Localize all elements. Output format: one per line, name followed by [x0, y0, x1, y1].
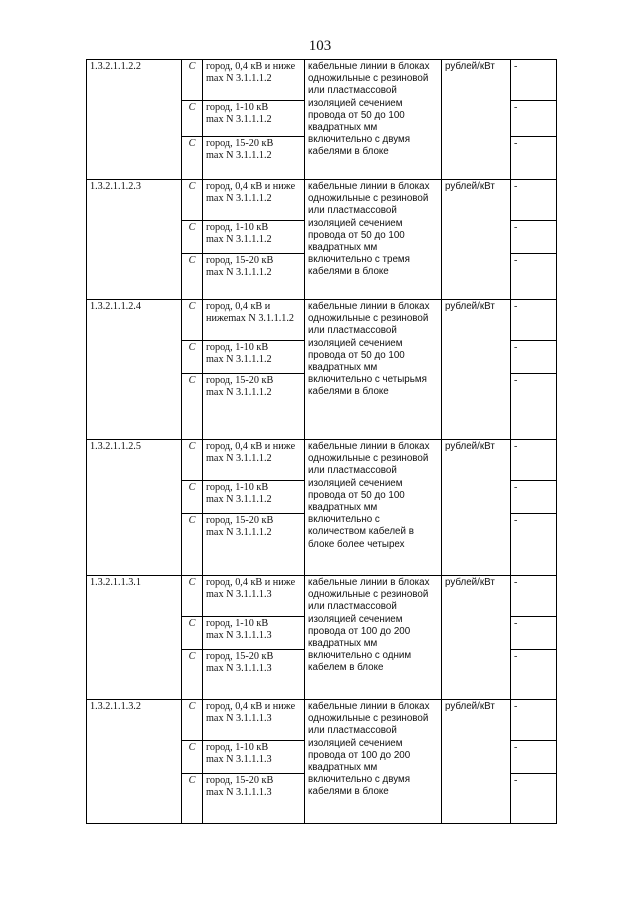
row-code: 1.3.2.1.1.2.2	[87, 60, 182, 180]
level-cell	[203, 221, 305, 254]
level-value: -	[511, 481, 557, 514]
level-letter: C	[182, 180, 203, 221]
level-cell	[203, 774, 305, 824]
row-description: кабельные линии в блоках одножильные с резиновой или пластмассовой изоляцией сечением провода от 100 до 200 квадратных мм включительно с двумя кабелями в блоке	[305, 700, 442, 824]
rates-table-body	[87, 60, 557, 824]
row-code: 1.3.2.1.1.3.2	[87, 700, 182, 824]
level-letter: C	[182, 254, 203, 300]
level-letter: C	[182, 700, 203, 741]
level-ref: max N 3.1.1.1.2	[206, 354, 272, 366]
level-ref: max N 3.1.1.1.3	[206, 589, 272, 601]
row-unit: рублей/кВт	[442, 60, 511, 180]
level-ref: max N 3.1.1.1.2	[206, 114, 272, 126]
level-title: город, 15-20 кВ	[206, 255, 274, 266]
level-value: -	[511, 774, 557, 824]
level-title: город, 15-20 кВ	[206, 651, 274, 662]
level-value: -	[511, 60, 557, 101]
level-letter: C	[182, 576, 203, 617]
level-ref: max N 3.1.1.1.3	[206, 663, 272, 675]
level-title: город, 0,4 кВ и ниже	[206, 61, 296, 72]
row-code: 1.3.2.1.1.3.1	[87, 576, 182, 700]
level-title: город, 0,4 кВ и ниже	[206, 181, 296, 192]
level-value: -	[511, 650, 557, 700]
level-cell	[203, 440, 305, 481]
row-code: 1.3.2.1.1.2.5	[87, 440, 182, 576]
page-number: 103	[308, 38, 332, 54]
level-ref: max N 3.1.1.1.2	[206, 193, 272, 205]
level-value: -	[511, 300, 557, 341]
table-row	[87, 180, 557, 221]
level-ref: max N 3.1.1.1.2	[206, 494, 272, 506]
level-title: город, 1-10 кВ	[206, 618, 269, 629]
level-cell	[203, 650, 305, 700]
row-description: кабельные линии в блоках одножильные с резиновой или пластмассовой изоляцией сечением провода от 50 до 100 квадратных мм включительно с тремя кабелями в блоке	[305, 180, 442, 300]
table-row	[87, 700, 557, 741]
level-letter: C	[182, 774, 203, 824]
level-title: город, 15-20 кВ	[206, 515, 274, 526]
level-letter: C	[182, 650, 203, 700]
level-letter: C	[182, 617, 203, 650]
level-cell	[203, 300, 305, 341]
level-title: город, 15-20 кВ	[206, 138, 274, 149]
level-letter: C	[182, 440, 203, 481]
rates-table	[86, 59, 557, 824]
row-unit: рублей/кВт	[442, 700, 511, 824]
level-ref: max N 3.1.1.1.2	[206, 73, 272, 85]
level-value: -	[511, 180, 557, 221]
level-value: -	[511, 576, 557, 617]
level-letter: C	[182, 60, 203, 101]
table-row	[87, 300, 557, 341]
row-unit: рублей/кВт	[442, 300, 511, 440]
level-title: город, 1-10 кВ	[206, 482, 269, 493]
level-ref: max N 3.1.1.1.2	[206, 150, 272, 162]
level-value: -	[511, 700, 557, 741]
level-value: -	[511, 221, 557, 254]
level-letter: C	[182, 221, 203, 254]
level-cell	[203, 341, 305, 374]
table-row	[87, 576, 557, 617]
level-title: город, 0,4 кВ и нижеmax N 3.1.1.1.2	[206, 301, 294, 325]
table-row	[87, 60, 557, 101]
level-letter: C	[182, 741, 203, 774]
level-letter: C	[182, 341, 203, 374]
level-title: город, 1-10 кВ	[206, 342, 269, 353]
level-cell	[203, 60, 305, 101]
level-value: -	[511, 137, 557, 180]
level-cell	[203, 481, 305, 514]
level-cell	[203, 254, 305, 300]
level-title: город, 0,4 кВ и ниже	[206, 441, 296, 452]
level-title: город, 1-10 кВ	[206, 222, 269, 233]
row-description: кабельные линии в блоках одножильные с резиновой или пластмассовой изоляцией сечением провода от 50 до 100 квадратных мм включительно с двумя кабелями в блоке	[305, 60, 442, 180]
table-row	[87, 440, 557, 481]
level-value: -	[511, 741, 557, 774]
level-value: -	[511, 514, 557, 576]
level-value: -	[511, 101, 557, 137]
level-cell	[203, 741, 305, 774]
row-code: 1.3.2.1.1.2.3	[87, 180, 182, 300]
level-cell	[203, 700, 305, 741]
level-cell	[203, 617, 305, 650]
level-value: -	[511, 341, 557, 374]
level-title: город, 0,4 кВ и ниже	[206, 577, 296, 588]
row-unit: рублей/кВт	[442, 180, 511, 300]
level-title: город, 1-10 кВ	[206, 102, 269, 113]
level-cell	[203, 514, 305, 576]
level-title: город, 15-20 кВ	[206, 775, 274, 786]
level-ref: max N 3.1.1.1.2	[206, 527, 272, 539]
level-letter: C	[182, 374, 203, 440]
level-ref: max N 3.1.1.1.3	[206, 754, 272, 766]
level-ref: max N 3.1.1.1.2	[206, 387, 272, 399]
level-cell	[203, 137, 305, 180]
level-letter: C	[182, 300, 203, 341]
level-letter: C	[182, 101, 203, 137]
level-letter: C	[182, 481, 203, 514]
level-cell	[203, 576, 305, 617]
row-unit: рублей/кВт	[442, 440, 511, 576]
level-value: -	[511, 617, 557, 650]
level-value: -	[511, 254, 557, 300]
level-title: город, 0,4 кВ и ниже	[206, 701, 296, 712]
level-title: город, 15-20 кВ	[206, 375, 274, 386]
level-ref: max N 3.1.1.1.3	[206, 630, 272, 642]
level-ref: max N 3.1.1.1.2	[206, 453, 272, 465]
level-title: город, 1-10 кВ	[206, 742, 269, 753]
row-unit: рублей/кВт	[442, 576, 511, 700]
row-code: 1.3.2.1.1.2.4	[87, 300, 182, 440]
level-ref: max N 3.1.1.1.2	[206, 267, 272, 279]
level-cell	[203, 374, 305, 440]
level-cell	[203, 180, 305, 221]
level-letter: C	[182, 137, 203, 180]
level-ref: max N 3.1.1.1.2	[206, 234, 272, 246]
level-letter: C	[182, 514, 203, 576]
level-value: -	[511, 440, 557, 481]
level-ref: max N 3.1.1.1.3	[206, 713, 272, 725]
level-value: -	[511, 374, 557, 440]
level-cell	[203, 101, 305, 137]
level-ref: max N 3.1.1.1.3	[206, 787, 272, 799]
row-description: кабельные линии в блоках одножильные с резиновой или пластмассовой изоляцией сечением провода от 50 до 100 квадратных мм включительно с четырьмя кабелями в блоке	[305, 300, 442, 440]
row-description: кабельные линии в блоках одножильные с резиновой или пластмассовой изоляцией сечением провода от 50 до 100 квадратных мм включительно с количеством кабелей в блоке более четырех	[305, 440, 442, 576]
row-description: кабельные линии в блоках одножильные с резиновой или пластмассовой изоляцией сечением провода от 100 до 200 квадратных мм включительно с одним кабелем в блоке	[305, 576, 442, 700]
